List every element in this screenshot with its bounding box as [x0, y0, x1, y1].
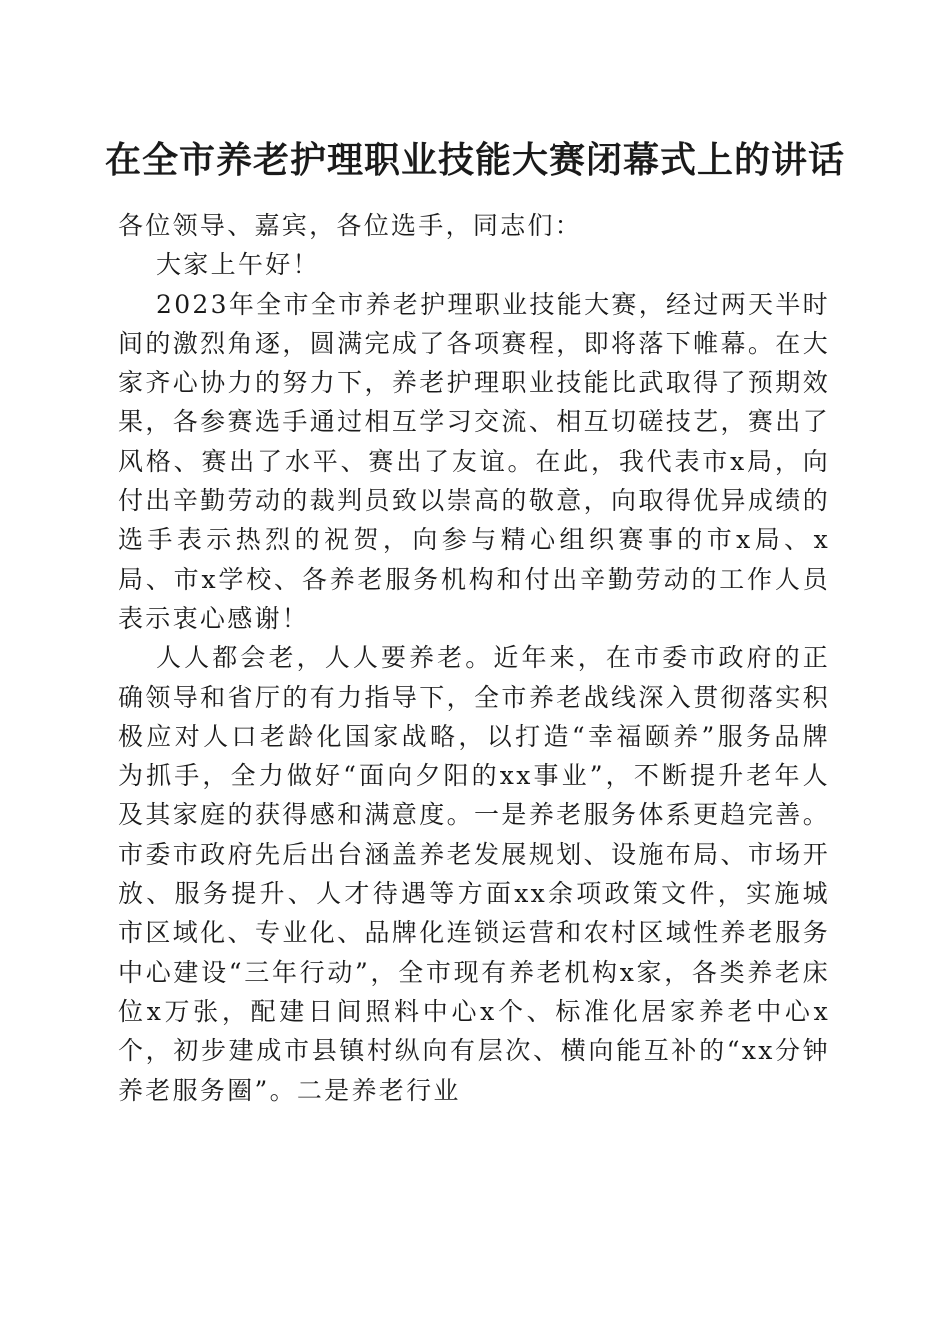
document-body	[118, 206, 830, 1110]
salutation: 各位领导、嘉宾，各位选手，同志们：	[118, 211, 583, 240]
paragraph-elderly-care-achievements: 人人都会老，人人要养老。近年来，在市委市政府的正确领导和省厅的有力指导下，全市养老战线深入贯彻落实积极应对人口老龄化国家战略，以打造“幸福颐养”服务品牌为抓手，全力做好“面向夕阳的xx事业”，不断提升老年人及其家庭的获得感和满意度。一是养老服务体系更趋完善。市委市政府先后出台涵盖养老发展规划、设施布局、市场开放、服务提升、人才待遇等方面xx余项政策文件，实施城市区域化、专业化、品牌化连锁运营和农村区域性养老服务中心建设“三年行动”，全市现有养老机构x家，各类养老床位x万张，配建日间照料中心x个、标准化居家养老中心x个，初步建成市县镇村纵向有层次、横向能互补的“xx分钟养老服务圈”。二是养老行业	[118, 643, 830, 1105]
paragraph-greeting: 大家上午好！	[156, 250, 320, 280]
document-title: 在全市养老护理职业技能大赛闭幕式上的讲话	[104, 139, 845, 181]
paragraph-competition-summary: 2023年全市全市养老护理职业技能大赛，经过两天半时间的激烈角逐，圆满完成了各项赛程，即将落下帷幕。在大家齐心协力的努力下，养老护理职业技能比武取得了预期效果，各参赛选手通过相互学习交流、相互切磋技艺，赛出了风格、赛出了水平、赛出了友谊。在此，我代表市x局，向付出辛勤劳动的裁判员致以崇高的敬意，向取得优异成绩的选手表示热烈的祝贺，向参与精心组织赛事的市x局、x局、市x学校、各养老服务机构和付出辛勤劳动的工作人员表示衷心感谢！	[118, 289, 830, 633]
